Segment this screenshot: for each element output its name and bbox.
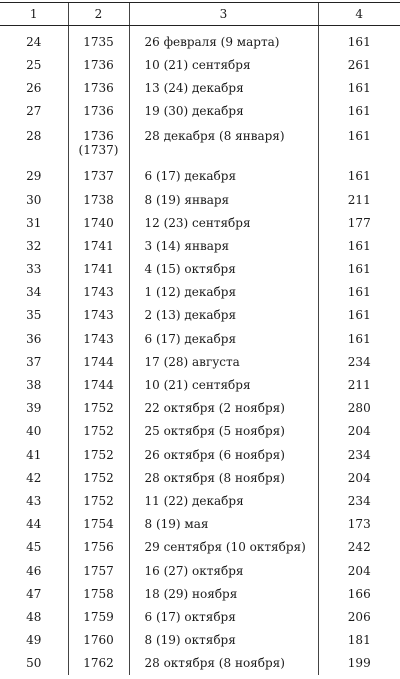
cell-pages: 234 bbox=[318, 350, 400, 373]
cell-number: 43 bbox=[26, 493, 42, 508]
year-value: 1758 bbox=[83, 586, 114, 601]
cell-year bbox=[68, 76, 129, 99]
cell-date: 6 (17) декабря bbox=[129, 165, 318, 188]
table-row bbox=[0, 629, 400, 652]
year-value: 1760 bbox=[83, 633, 114, 648]
cell-number: 40 bbox=[26, 424, 42, 439]
cell-number: 33 bbox=[26, 262, 42, 277]
cell-pages: 242 bbox=[318, 536, 400, 559]
cell-year bbox=[68, 234, 129, 257]
year-value: 1743 bbox=[83, 331, 114, 346]
year-value: 1752 bbox=[83, 424, 114, 439]
cell-date: 8 (19) января bbox=[129, 188, 318, 211]
cell-year bbox=[68, 100, 129, 123]
table-header bbox=[0, 3, 400, 26]
table-row bbox=[0, 76, 400, 99]
cell-year bbox=[68, 327, 129, 350]
cell-year bbox=[68, 559, 129, 582]
cell-number: 41 bbox=[26, 447, 42, 462]
cell-number: 47 bbox=[26, 586, 42, 601]
cell-pages: 166 bbox=[318, 582, 400, 605]
cell-number: 50 bbox=[26, 656, 42, 671]
cell-date: 12 (23) сентября bbox=[129, 211, 318, 234]
cell-number: 39 bbox=[26, 401, 42, 416]
cell-year bbox=[68, 53, 129, 76]
cell-date: 26 февраля (9 марта) bbox=[129, 26, 318, 54]
cell-pages: 161 bbox=[318, 281, 400, 304]
year-value: 1744 bbox=[83, 354, 114, 369]
cell-pages: 161 bbox=[318, 258, 400, 281]
table-row bbox=[0, 605, 400, 628]
table-row bbox=[0, 420, 400, 443]
year-value: 1754 bbox=[83, 517, 114, 532]
table-row bbox=[0, 397, 400, 420]
column-header-3: 3 bbox=[129, 3, 318, 26]
cell-pages: 211 bbox=[318, 188, 400, 211]
cell-number: 34 bbox=[26, 285, 42, 300]
cell-number: 44 bbox=[26, 517, 42, 532]
cell-number: 30 bbox=[26, 192, 42, 207]
cell-date: 29 сентября (10 октября) bbox=[129, 536, 318, 559]
cell-pages: 161 bbox=[318, 327, 400, 350]
cell-date: 28 октября (8 ноября) bbox=[129, 652, 318, 675]
cell-date: 8 (19) мая bbox=[129, 513, 318, 536]
cell-year bbox=[68, 188, 129, 211]
cell-pages: 204 bbox=[318, 466, 400, 489]
cell-year bbox=[68, 350, 129, 373]
cell-number: 35 bbox=[26, 308, 42, 323]
table-row bbox=[0, 466, 400, 489]
cell-number: 42 bbox=[26, 470, 42, 485]
table-row bbox=[0, 513, 400, 536]
cell-pages: 173 bbox=[318, 513, 400, 536]
cell-number: 31 bbox=[26, 215, 42, 230]
cell-date: 11 (22) декабря bbox=[129, 489, 318, 512]
cell-pages: 161 bbox=[318, 304, 400, 327]
cell-year bbox=[68, 489, 129, 512]
cell-year bbox=[68, 513, 129, 536]
table-row bbox=[0, 281, 400, 304]
cell-date: 19 (30) декабря bbox=[129, 100, 318, 123]
cell-year bbox=[68, 582, 129, 605]
cell-year bbox=[68, 605, 129, 628]
cell-pages: 211 bbox=[318, 373, 400, 396]
year-value: 1735 bbox=[83, 34, 114, 49]
cell-pages: 161 bbox=[318, 76, 400, 99]
cell-pages: 204 bbox=[318, 559, 400, 582]
table-row bbox=[0, 536, 400, 559]
year-value: 1752 bbox=[83, 447, 114, 462]
cell-pages: 161 bbox=[318, 26, 400, 54]
cell-year bbox=[68, 652, 129, 675]
cell-year bbox=[68, 629, 129, 652]
cell-pages: 181 bbox=[318, 629, 400, 652]
cell-date: 8 (19) октября bbox=[129, 629, 318, 652]
cell-date: 25 октября (5 ноября) bbox=[129, 420, 318, 443]
cell-date: 16 (27) октября bbox=[129, 559, 318, 582]
cell-number: 36 bbox=[26, 331, 42, 346]
cell-pages: 206 bbox=[318, 605, 400, 628]
cell-number: 28 bbox=[26, 128, 42, 143]
cell-number: 32 bbox=[26, 238, 42, 253]
table-row bbox=[0, 234, 400, 257]
cell-pages: 161 bbox=[318, 234, 400, 257]
cell-number: 25 bbox=[26, 57, 42, 72]
cell-date: 10 (21) сентября bbox=[129, 373, 318, 396]
cell-year bbox=[68, 466, 129, 489]
header-row bbox=[0, 3, 400, 26]
year-value: 1738 bbox=[83, 192, 114, 207]
year-value: 1752 bbox=[83, 401, 114, 416]
cell-pages: 177 bbox=[318, 211, 400, 234]
year-value: 1741 bbox=[83, 262, 114, 277]
cell-date: 2 (13) декабря bbox=[129, 304, 318, 327]
year-value: 1757 bbox=[83, 563, 114, 578]
column-header-4: 4 bbox=[318, 3, 400, 26]
cell-year bbox=[68, 123, 129, 165]
table-row bbox=[0, 26, 400, 54]
table-row bbox=[0, 53, 400, 76]
year-value: 1743 bbox=[83, 308, 114, 323]
column-header-2: 2 bbox=[68, 3, 129, 26]
cell-date: 10 (21) сентября bbox=[129, 53, 318, 76]
table-row bbox=[0, 350, 400, 373]
cell-pages: 234 bbox=[318, 489, 400, 512]
table-row bbox=[0, 304, 400, 327]
year-value: 1736 bbox=[83, 57, 114, 72]
cell-number: 29 bbox=[26, 169, 42, 184]
cell-year bbox=[68, 373, 129, 396]
year-value: 1752 bbox=[83, 493, 114, 508]
table-row bbox=[0, 443, 400, 466]
cell-date: 6 (17) декабря bbox=[129, 327, 318, 350]
cell-date: 1 (12) декабря bbox=[129, 281, 318, 304]
cell-number: 48 bbox=[26, 609, 42, 624]
year-alt-value: (1737) bbox=[78, 142, 119, 157]
cell-year bbox=[68, 165, 129, 188]
year-value: 1752 bbox=[83, 470, 114, 485]
year-value: 1736 bbox=[83, 128, 114, 143]
cell-date: 17 (28) августа bbox=[129, 350, 318, 373]
table-row bbox=[0, 211, 400, 234]
year-value: 1743 bbox=[83, 285, 114, 300]
cell-number: 49 bbox=[26, 633, 42, 648]
cell-pages: 199 bbox=[318, 652, 400, 675]
cell-year bbox=[68, 397, 129, 420]
table-row bbox=[0, 188, 400, 211]
cell-year bbox=[68, 258, 129, 281]
year-value: 1736 bbox=[83, 104, 114, 119]
year-value: 1744 bbox=[83, 378, 114, 393]
cell-pages: 161 bbox=[318, 123, 400, 165]
cell-year bbox=[68, 211, 129, 234]
cell-number: 24 bbox=[26, 34, 42, 49]
year-value: 1740 bbox=[83, 215, 114, 230]
cell-pages: 234 bbox=[318, 443, 400, 466]
cell-date: 6 (17) октября bbox=[129, 605, 318, 628]
table-row bbox=[0, 582, 400, 605]
cell-date: 28 октября (8 ноября) bbox=[129, 466, 318, 489]
year-value: 1741 bbox=[83, 238, 114, 253]
table-row bbox=[0, 489, 400, 512]
cell-pages: 161 bbox=[318, 165, 400, 188]
cell-number: 26 bbox=[26, 80, 42, 95]
cell-number: 46 bbox=[26, 563, 42, 578]
cell-year bbox=[68, 536, 129, 559]
table-row bbox=[0, 373, 400, 396]
cell-date: 4 (15) октября bbox=[129, 258, 318, 281]
cell-number: 45 bbox=[26, 540, 42, 555]
table-row bbox=[0, 327, 400, 350]
year-value: 1762 bbox=[83, 656, 114, 671]
data-table bbox=[0, 2, 400, 675]
cell-pages: 204 bbox=[318, 420, 400, 443]
year-value: 1736 bbox=[83, 80, 114, 95]
year-value: 1759 bbox=[83, 609, 114, 624]
cell-date: 3 (14) января bbox=[129, 234, 318, 257]
cell-date: 28 декабря (8 января) bbox=[129, 123, 318, 165]
cell-date: 22 октября (2 ноября) bbox=[129, 397, 318, 420]
cell-number: 37 bbox=[26, 354, 42, 369]
cell-date: 18 (29) ноября bbox=[129, 582, 318, 605]
table-row bbox=[0, 258, 400, 281]
table-row bbox=[0, 652, 400, 675]
cell-pages: 261 bbox=[318, 53, 400, 76]
cell-number: 27 bbox=[26, 104, 42, 119]
table-row bbox=[0, 123, 400, 165]
table-row bbox=[0, 559, 400, 582]
cell-year bbox=[68, 420, 129, 443]
cell-year bbox=[68, 26, 129, 54]
cell-date: 26 октября (6 ноября) bbox=[129, 443, 318, 466]
year-value: 1737 bbox=[83, 169, 114, 184]
cell-pages: 280 bbox=[318, 397, 400, 420]
cell-date: 13 (24) декабря bbox=[129, 76, 318, 99]
table-row bbox=[0, 100, 400, 123]
table-row bbox=[0, 165, 400, 188]
year-value: 1756 bbox=[83, 540, 114, 555]
table-body bbox=[0, 26, 400, 675]
cell-number: 38 bbox=[26, 378, 42, 393]
column-header-1: 1 bbox=[0, 3, 68, 26]
cell-year bbox=[68, 443, 129, 466]
cell-pages: 161 bbox=[318, 100, 400, 123]
cell-year bbox=[68, 281, 129, 304]
cell-year bbox=[68, 304, 129, 327]
